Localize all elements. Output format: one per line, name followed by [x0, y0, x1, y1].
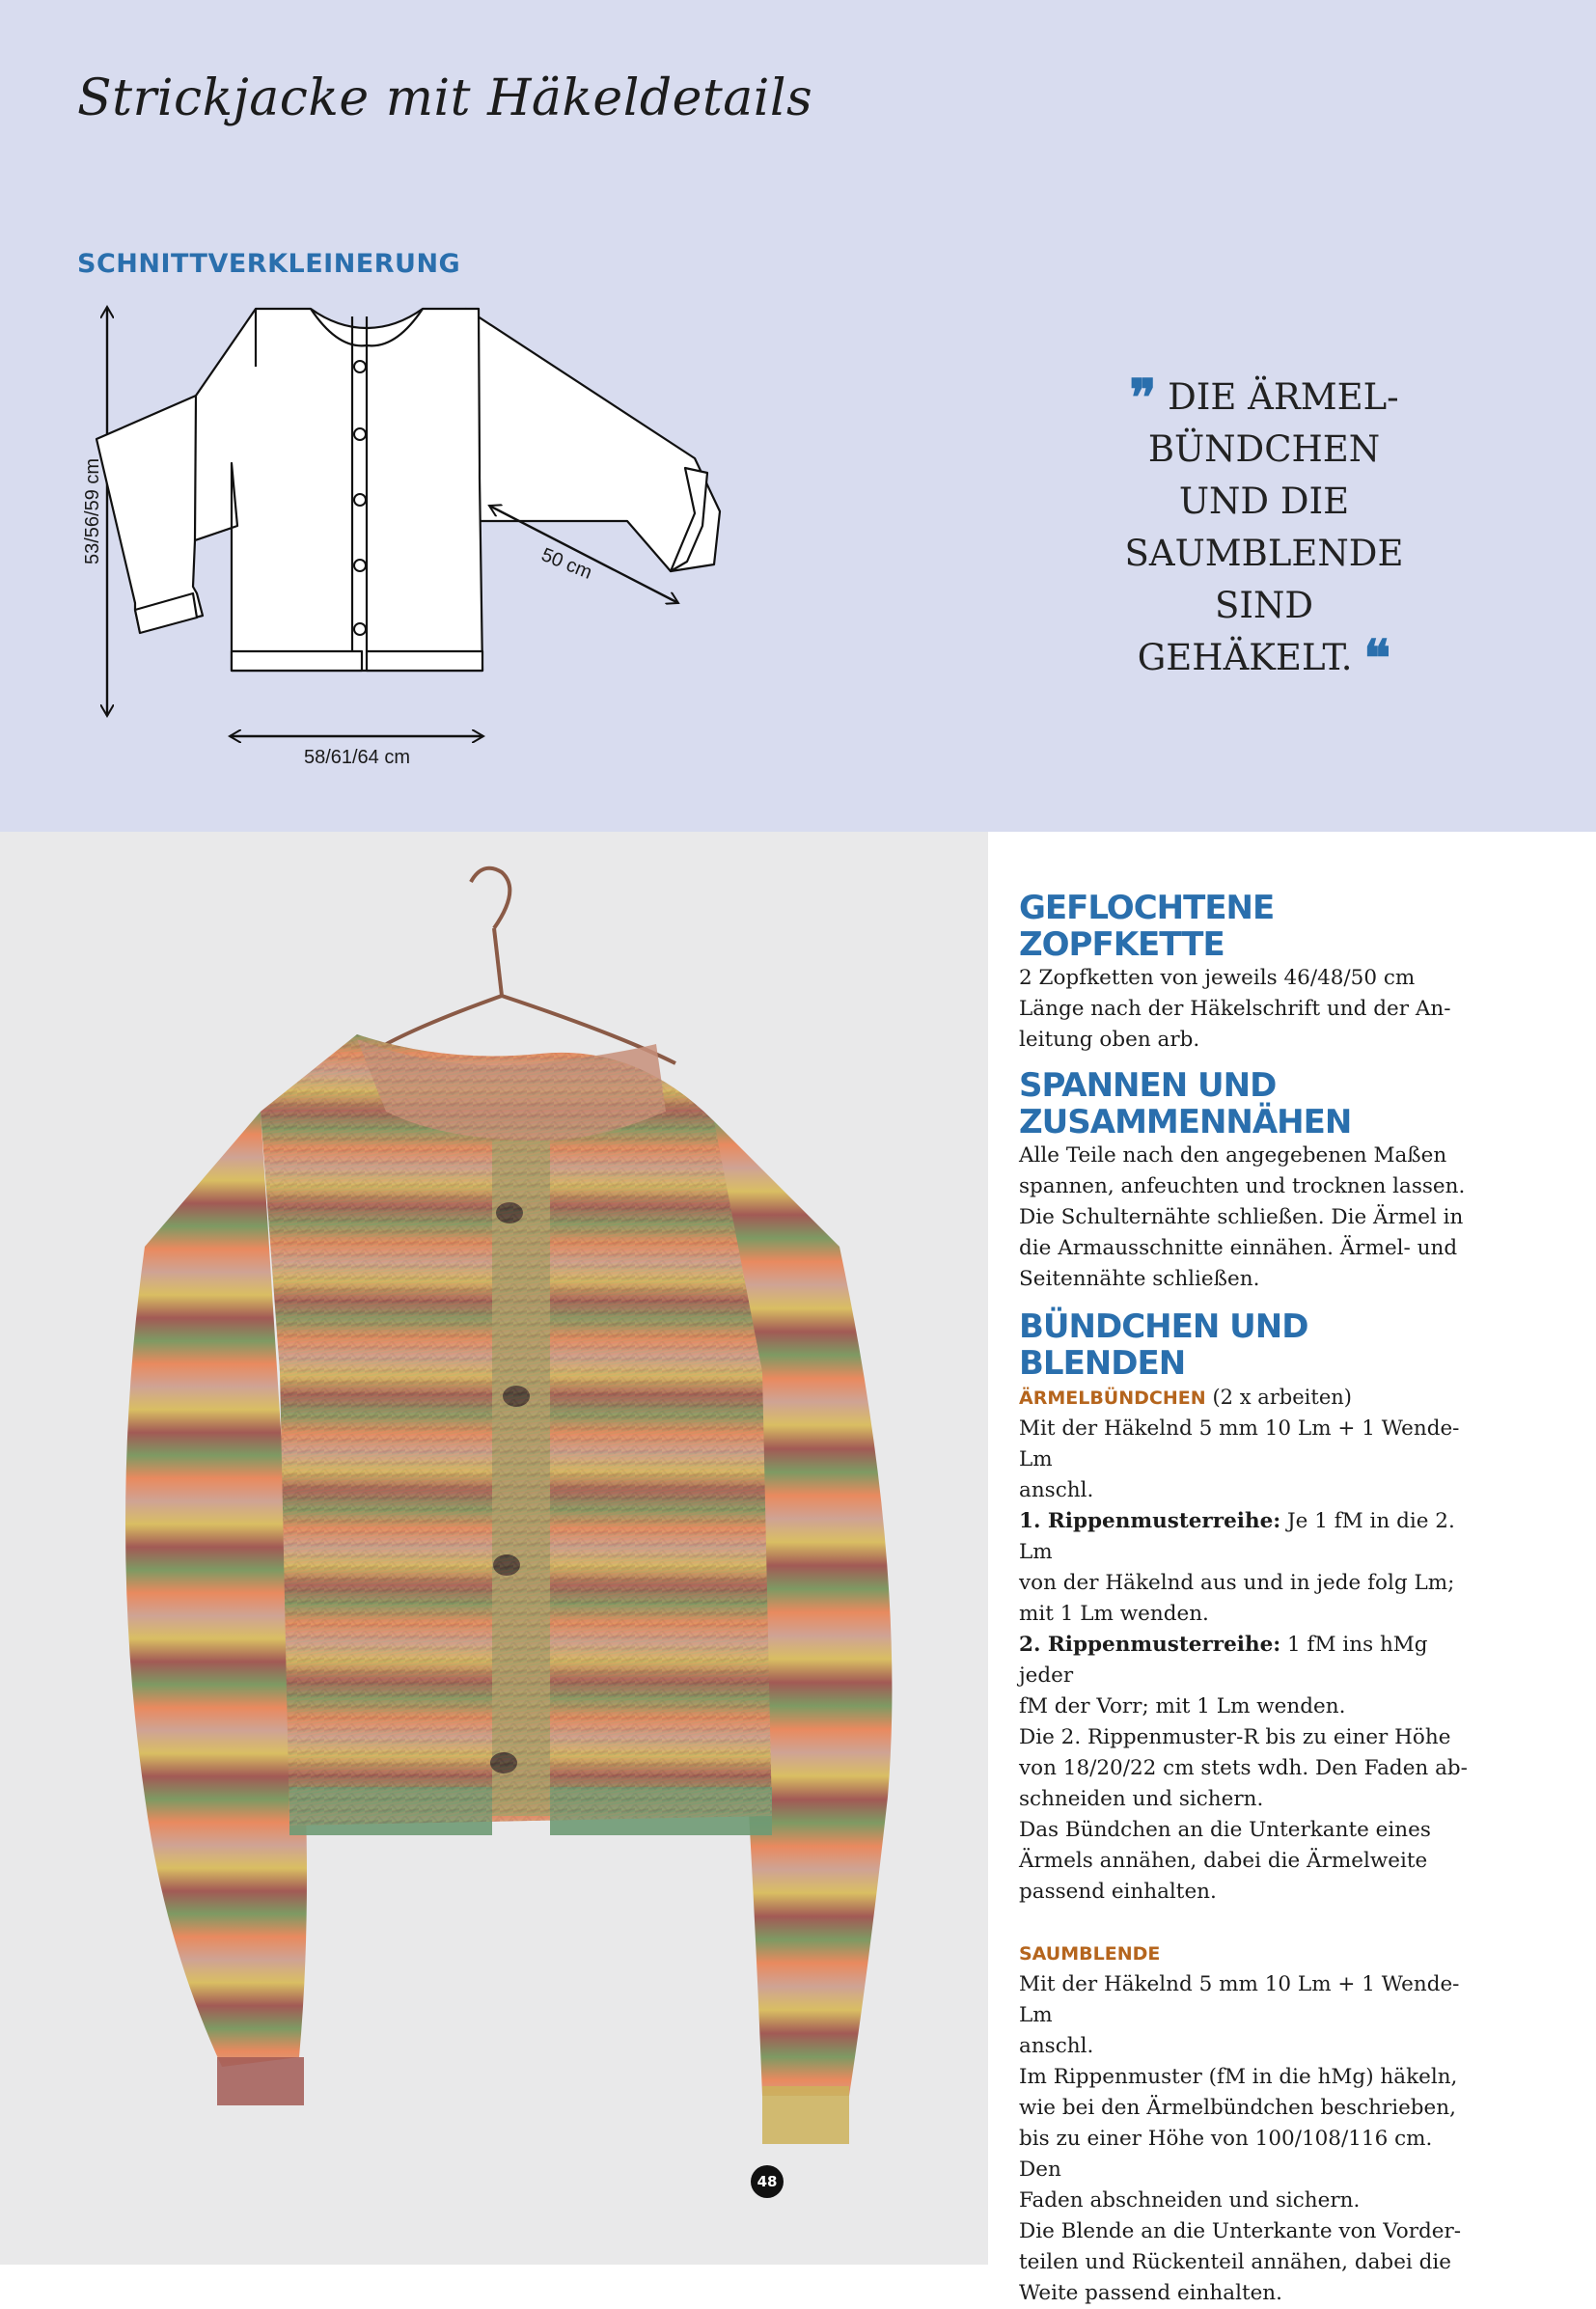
- width-dimension: 58/61/64 cm: [303, 747, 411, 768]
- heading-buendchen: BÜNDCHEN UND BLENDEN: [1019, 1307, 1308, 1383]
- diagram-label: SCHNITTVERKLEINERUNG: [77, 249, 461, 279]
- text-line: Faden abschneiden und sichern.: [1019, 2188, 1361, 2213]
- subheading-saumblende: SAUMBLENDE: [1019, 1943, 1161, 1965]
- text-line: Mit der Häkelnd 5 mm 10 Lm + 1 Wende-Lm: [1019, 1416, 1460, 1471]
- heading-spannen: [1019, 1067, 1472, 1141]
- schematic-diagram: [58, 289, 1119, 791]
- heading-zopfkette: GEFLOCHTENE ZOPFKETTE: [1019, 889, 1275, 964]
- quote-line: UND DIE: [1178, 481, 1350, 522]
- text-line: passend einhalten.: [1019, 1880, 1217, 1904]
- text-line: Je 1 fM in die 2. Lm: [1019, 1509, 1455, 1564]
- quote-close-mark: ❝: [1363, 629, 1391, 688]
- quote-line: DIE ÄRMEL-: [1168, 376, 1399, 418]
- pull-quote: [1119, 369, 1409, 688]
- text-line: von 18/20/22 cm stets wdh. Den Faden ab-: [1019, 1756, 1468, 1780]
- hanger: [347, 868, 675, 1073]
- cardigan-photo: [0, 832, 988, 2265]
- subheading-aermelbuendchen: ÄRMELBÜNDCHEN: [1019, 1388, 1206, 1409]
- text-line: Ärmels annähen, dabei die Ärmelweite: [1019, 1849, 1428, 1873]
- text-line: Die Schulternähte schließen. Die Ärmel in: [1019, 1205, 1464, 1229]
- text-line: Alle Teile nach den angegebenen Maßen: [1019, 1143, 1447, 1168]
- text-line: schneiden und sichern.: [1019, 1787, 1264, 1811]
- cardigan-outline: [96, 309, 720, 671]
- text-line: teilen und Rückenteil annähen, dabei die: [1019, 2250, 1451, 2274]
- quote-open-mark: ❞: [1129, 369, 1157, 427]
- cardigan-illustration: [0, 832, 988, 2265]
- height-dimension: 53/56/59 cm: [82, 457, 103, 565]
- text-line: Weite passend einhalten.: [1019, 2281, 1282, 2305]
- heading-line: SPANNEN UND: [1019, 1066, 1277, 1105]
- text-line: die Armausschnitte einnähen. Ärmel- und: [1019, 1236, 1458, 1260]
- quote-line: SIND: [1214, 585, 1313, 626]
- text-line: anschl.: [1019, 1478, 1094, 1502]
- sleeve-dimension: 50 cm: [537, 544, 595, 584]
- row-label: 2. Rippenmusterreihe:: [1019, 1633, 1281, 1657]
- quote-line: GEHÄKELT.: [1137, 637, 1353, 678]
- text-line: bis zu einer Höhe von 100/108/116 cm. Den: [1019, 2127, 1433, 2182]
- quote-line: BÜNDCHEN: [1147, 428, 1381, 470]
- text-line: 2 Zopfketten von jeweils 46/48/50 cm: [1019, 966, 1416, 990]
- text-line: anschl.: [1019, 2034, 1094, 2058]
- instructions-column: [1019, 890, 1472, 2309]
- quote-line: SAUMBLENDE: [1124, 533, 1404, 574]
- text-line: 1 fM ins hMg jeder: [1019, 1633, 1428, 1688]
- text-line: wie bei den Ärmelbündchen beschrieben,: [1019, 2096, 1456, 2120]
- text-line: mit 1 Lm wenden.: [1019, 1602, 1209, 1626]
- text-line: Seitennähte schließen.: [1019, 1267, 1260, 1291]
- text-line: Mit der Häkelnd 5 mm 10 Lm + 1 Wende-Lm: [1019, 1972, 1460, 2027]
- text-line: leitung oben arb.: [1019, 1028, 1200, 1052]
- text-line: Im Rippenmuster (fM in die hMg) häkeln,: [1019, 2065, 1458, 2089]
- text-line: Das Bündchen an die Unterkante eines: [1019, 1818, 1431, 1842]
- text-line: Länge nach der Häkelschrift und der An-: [1019, 997, 1451, 1021]
- page-number: 48: [751, 2165, 784, 2198]
- text-line: Die Blende an die Unterkante von Vorder-: [1019, 2219, 1462, 2243]
- subheading-note: (2 x arbeiten): [1212, 1386, 1352, 1409]
- text-line: spannen, anfeuchten und trocknen lassen.: [1019, 1174, 1466, 1198]
- text-line: fM der Vorr; mit 1 Lm wenden.: [1019, 1694, 1346, 1718]
- text-line: von der Häkelnd aus und in jede folg Lm;: [1019, 1571, 1455, 1595]
- page-title: Strickjacke mit Häkeldetails: [77, 69, 813, 127]
- text-line: Die 2. Rippenmuster-R bis zu einer Höhe: [1019, 1725, 1451, 1749]
- row-label: 1. Rippenmusterreihe:: [1019, 1509, 1281, 1533]
- heading-line: ZUSAMMENNÄHEN: [1019, 1103, 1352, 1141]
